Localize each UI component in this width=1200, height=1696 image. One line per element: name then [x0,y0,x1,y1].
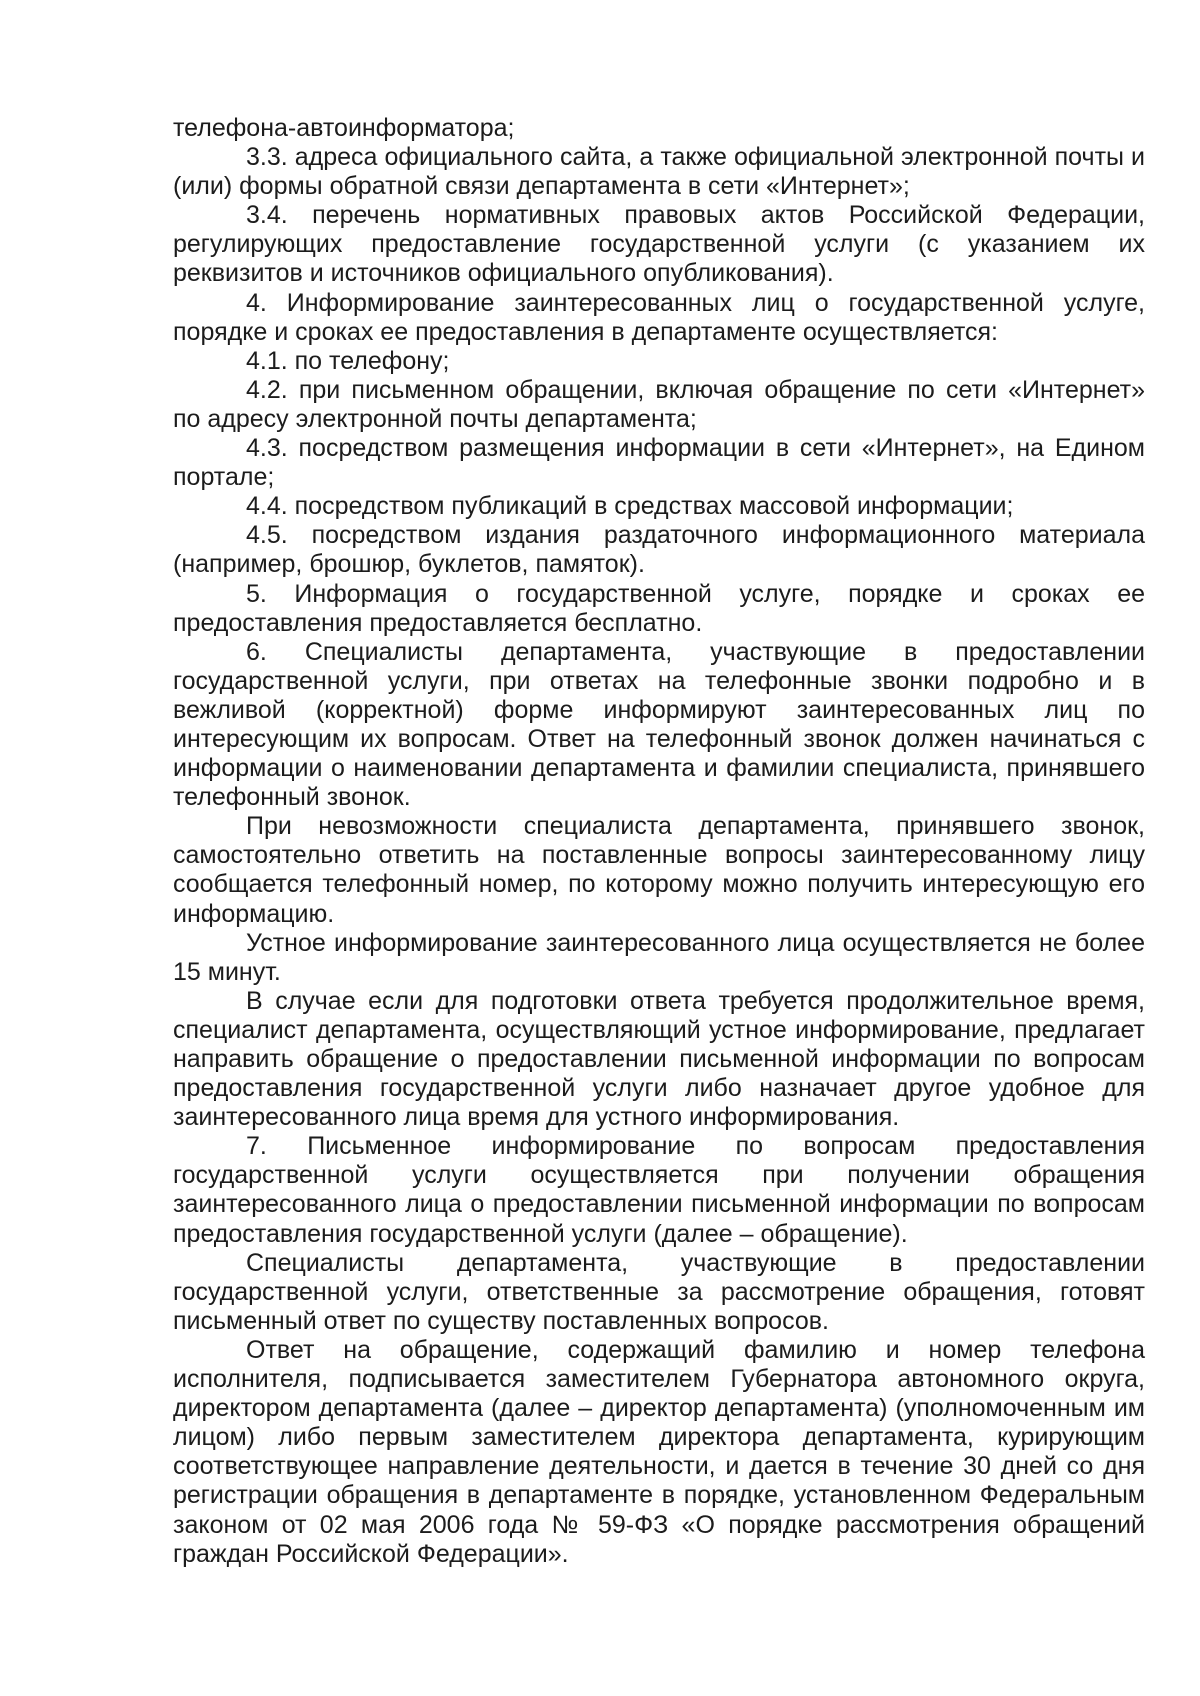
paragraph-7: 7. Письменное информирование по вопросам предоставления государственной услуги осуществляется при получении обращения заинтересованного лица о предоставлении письменной информации по вопросам предоставления государственной услуги (далее – обращение). [173,1132,1145,1248]
paragraph-3-3: 3.3. адреса официального сайта, а также официальной электронной почты и (или) формы обратной связи департамента в сети «Интернет»; [173,143,1145,201]
paragraph-4-5: 4.5. посредством издания раздаточного информационного материала (например, брошюр, буклетов, памяток). [173,521,1145,579]
paragraph-7-specialists: Специалисты департамента, участвующие в предоставлении государственной услуги, ответственные за рассмотрение обращения, готовят письменный ответ по существу поставленных вопросов. [173,1248,1145,1335]
paragraph-6-extended: В случае если для подготовки ответа требуется продолжительное время, специалист департамента, осуществляющий устное информирование, предлагает направить обращение о предоставлении письменной информации по вопросам предоставления государственной услуги либо назначает другое удобное для заинтересованного лица время для устного информирования. [173,986,1145,1132]
paragraph-6-unavailable: При невозможности специалиста департамента, принявшего звонок, самостоятельно ответить на поставленные вопросы заинтересованному лицу сообщается телефонный номер, по которому можно получить интересующую его информацию. [173,812,1145,928]
paragraph-4-3: 4.3. посредством размещения информации в сети «Интернет», на Едином портале; [173,434,1145,492]
paragraph-5: 5. Информация о государственной услуге, порядке и сроках ее предоставления предоставляется бесплатно. [173,579,1145,637]
paragraph-4-4: 4.4. посредством публикаций в средствах массовой информации; [246,492,1014,521]
paragraph-6-duration: Устное информирование заинтересованного лица осуществляется не более 15 минут. [173,928,1145,986]
paragraph-4-1: 4.1. по телефону; [246,346,450,375]
paragraph-4-2: 4.2. при письменном обращении, включая обращение по сети «Интернет» по адресу электронной почты департамента; [173,375,1145,433]
paragraph-6: 6. Специалисты департамента, участвующие в предоставлении государственной услуги, при ответах на телефонные звонки подробно и в вежливой (корректной) форме информируют заинтересованных лиц по интересующим их вопросам. Ответ на телефонный звонок должен начинаться с информации о наименовании департамента и фамилии специалиста, принявшего телефонный звонок. [173,637,1145,812]
paragraph-continuation: телефона-автоинформатора; [173,114,515,142]
paragraph-4: 4. Информирование заинтересованных лиц о государственной услуге, порядке и сроках ее предоставления в департаменте осуществляется: [173,288,1145,346]
paragraph-3-4: 3.4. перечень нормативных правовых актов Российской Федерации, регулирующих предоставление государственной услуги (с указанием их реквизитов и источников официального опубликования). [173,201,1145,288]
document-page [173,114,1145,1569]
paragraph-7-response: Ответ на обращение, содержащий фамилию и номер телефона исполнителя, подписывается заместителем Губернатора автономного округа, директором департамента (далее – директор департамента) (уполномоченным им лицом) либо первым заместителем директора департамента, курирующим соответствующее направление деятельности, и дается в течение 30 дней со дня регистрации обращения в департаменте в порядке, установленном Федеральным законом от 02 мая 2006 года № 59-ФЗ «О порядке рассмотрения обращений граждан Российской Федерации». [173,1335,1145,1568]
